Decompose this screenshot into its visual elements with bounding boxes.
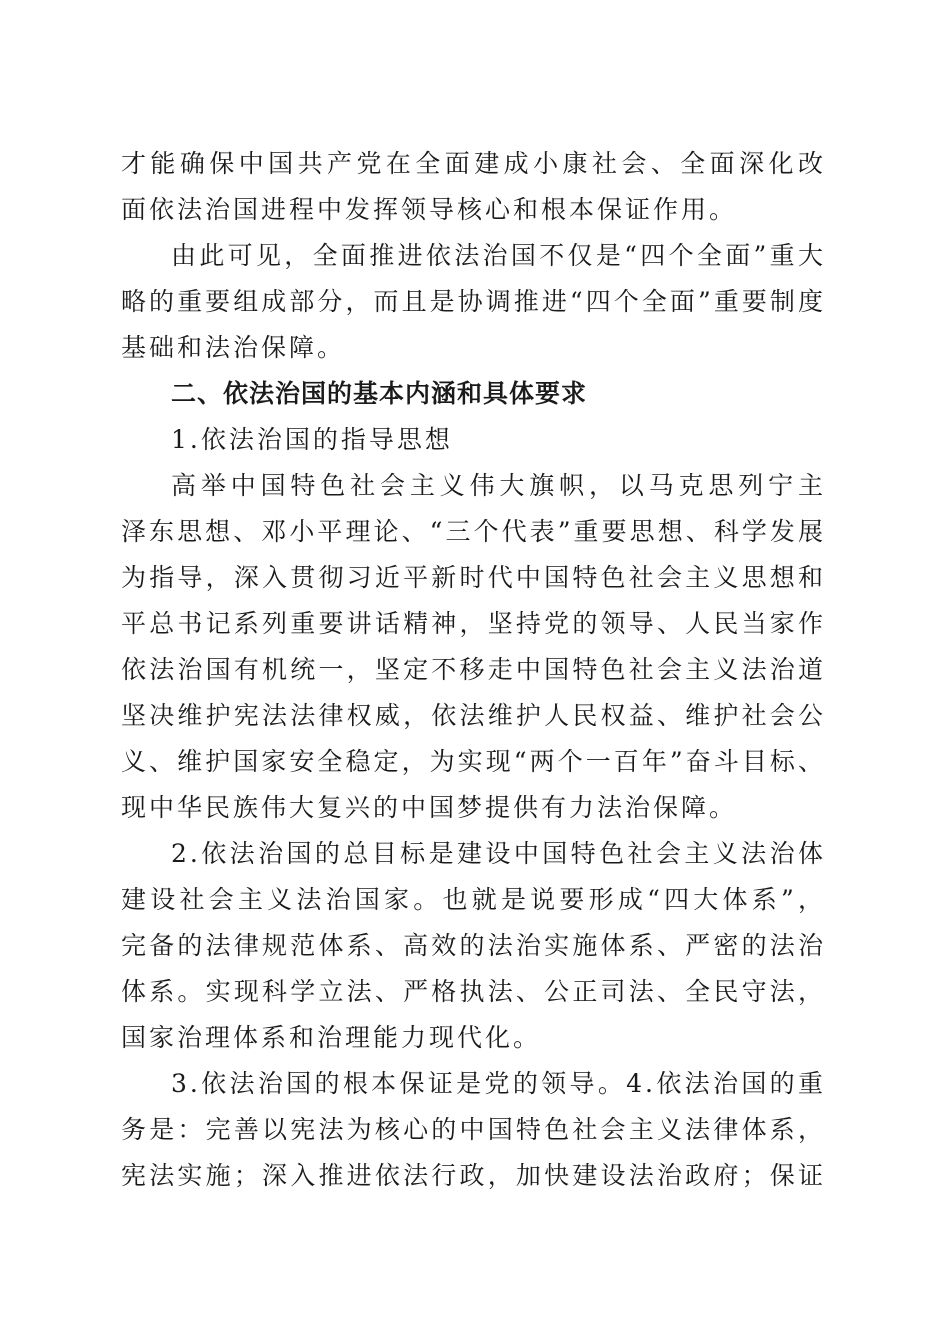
section-heading: 二、依法治国的基本内涵和具体要求 xyxy=(171,379,588,408)
text-line: 泽东思想、邓小平理论、“三个代表”重要思想、科学发展 xyxy=(121,517,826,546)
paragraph-start: 由此可见，全面推进依法治国不仅是“四个全面”重大 xyxy=(171,241,826,270)
text-line: 为指导，深入贯彻习近平新时代中国特色社会主义思想和 xyxy=(121,563,826,592)
text-line: 基础和法治保障。 xyxy=(121,333,346,362)
text-line: 国家治理体系和治理能力现代化。 xyxy=(121,1023,542,1052)
paragraph-start: 2.依法治国的总目标是建设中国特色社会主义法治体 xyxy=(171,839,826,868)
text-line: 务是：完善以宪法为核心的中国特色社会主义法律体系， xyxy=(121,1115,826,1144)
text-line: 坚决维护宪法法律权威，依法维护人民权益、维护社会公 xyxy=(121,701,826,730)
text-line: 才能确保中国共产党在全面建成小康社会、全面深化改 xyxy=(121,149,826,178)
subsection-heading: 1.依法治国的指导思想 xyxy=(171,425,453,454)
text-line: 宪法实施；深入推进依法行政，加快建设法治政府；保证 xyxy=(121,1161,826,1190)
paragraph-start: 3.依法治国的根本保证是党的领导。4.依法治国的重 xyxy=(171,1069,826,1098)
text-line: 略的重要组成部分，而且是协调推进“四个全面”重要制度 xyxy=(121,287,826,316)
text-line: 现中华民族伟大复兴的中国梦提供有力法治保障。 xyxy=(121,793,738,822)
paragraph-start: 高举中国特色社会主义伟大旗帜，以马克思列宁主 xyxy=(171,471,826,500)
document-body xyxy=(121,141,826,1199)
text-line: 义、维护国家安全稳定，为实现“两个一百年”奋斗目标、 xyxy=(121,747,826,776)
text-line: 完备的法律规范体系、高效的法治实施体系、严密的法治 xyxy=(121,931,826,960)
text-line: 建设社会主义法治国家。也就是说要形成“四大体系”， xyxy=(121,885,826,914)
text-line: 依法治国有机统一，坚定不移走中国特色社会主义法治道 xyxy=(121,655,826,684)
text-line: 平总书记系列重要讲话精神，坚持党的领导、人民当家作 xyxy=(121,609,826,638)
text-line: 体系。实现科学立法、严格执法、公正司法、全民守法， xyxy=(121,977,826,1006)
text-line: 面依法治国进程中发挥领导核心和根本保证作用。 xyxy=(121,195,738,224)
